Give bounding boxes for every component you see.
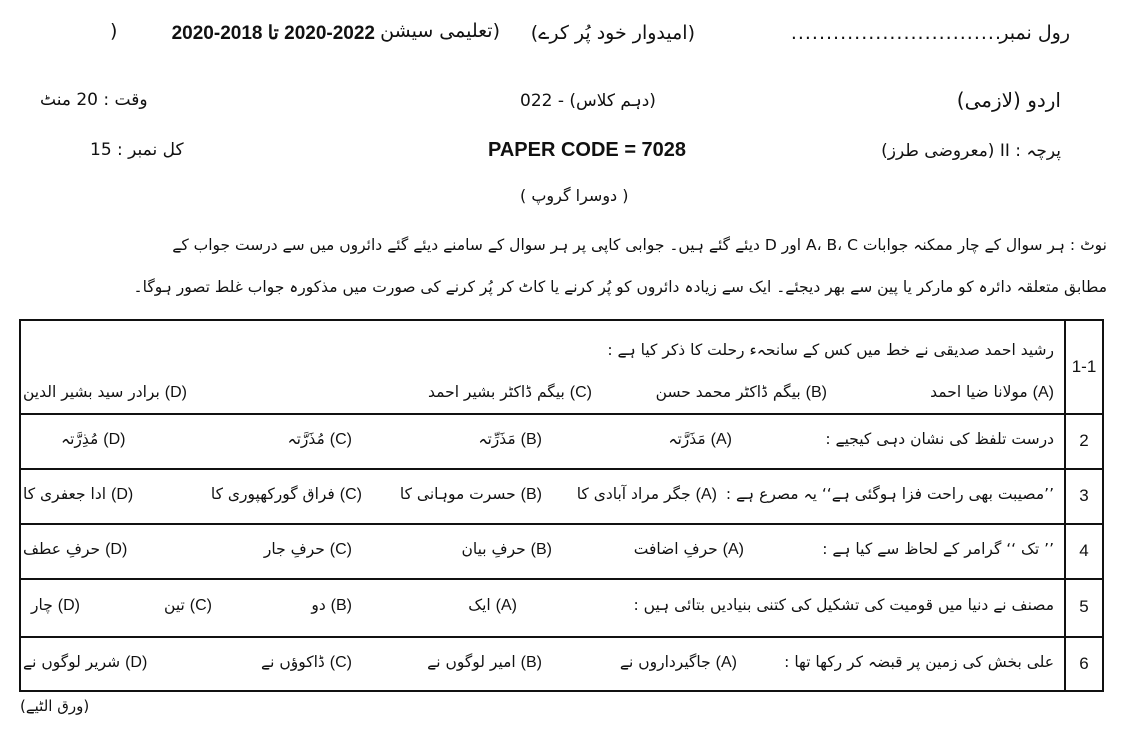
option-c bbox=[211, 485, 362, 504]
option-b bbox=[400, 485, 542, 504]
option-a bbox=[930, 383, 1054, 402]
question-body bbox=[21, 468, 1062, 523]
option-text: شریر لوگوں نے bbox=[23, 653, 121, 671]
question-stem: ’’مصیبت بھی راحت فزا ہوگئی ہے‘‘ یہ مصرع ہے : bbox=[725, 485, 1054, 503]
question-body bbox=[21, 578, 1062, 636]
question-number: 6 bbox=[1064, 636, 1102, 692]
option-text: حرفِ اضافت bbox=[633, 540, 718, 558]
option-label: (C) bbox=[329, 431, 352, 448]
question-number: 3 bbox=[1064, 468, 1102, 523]
option-text: حرفِ جار bbox=[263, 540, 325, 558]
option-c bbox=[288, 430, 352, 449]
option-label: (B) bbox=[530, 541, 552, 558]
option-label: (D) bbox=[57, 597, 80, 614]
time-allowed: وقت : 20 منٹ bbox=[40, 90, 148, 110]
option-text: چار bbox=[31, 596, 53, 614]
option-text: حسرت موہانی کا bbox=[399, 485, 516, 503]
question-row bbox=[21, 578, 1102, 638]
note-line-2: مطابق متعلقہ دائرہ کو مارکر یا پین سے بھر دیجئے۔ ایک سے زیادہ دائروں کو پُر کرنے یا کاٹ کر پُر کرنے کی صورت میں مذکورہ جواب غلط تصور ہوگا۔ bbox=[133, 278, 1107, 296]
option-a bbox=[634, 540, 744, 559]
option-d bbox=[23, 485, 133, 504]
question-stem: مصنف نے دنیا میں قومیت کی تشکیل کی کتنی بنیادیں بتائی ہیں : bbox=[633, 596, 1054, 614]
option-text: مُذَرَّتہ bbox=[287, 430, 325, 448]
option-label: (A) bbox=[715, 654, 737, 671]
session-years: 2020-2022 تا 2018-2020 bbox=[171, 23, 375, 44]
question-stem: علی بخش کی زمین پر قبضہ کر رکھا تھا : bbox=[784, 653, 1054, 671]
question-table bbox=[19, 319, 1104, 692]
option-label: (B) bbox=[520, 431, 542, 448]
option-label: (B) bbox=[520, 486, 542, 503]
option-a bbox=[668, 430, 732, 449]
option-c bbox=[164, 596, 212, 615]
option-a bbox=[577, 485, 717, 504]
question-row bbox=[21, 636, 1102, 692]
option-text: برادر سید بشیر الدین bbox=[23, 383, 160, 401]
question-row bbox=[21, 523, 1102, 580]
option-b bbox=[478, 430, 542, 449]
option-text: مُذِرَّتہ bbox=[61, 430, 99, 448]
option-label: (D) bbox=[125, 654, 148, 671]
option-label: (C) bbox=[189, 597, 212, 614]
option-label: (D) bbox=[111, 486, 134, 503]
session-label: (تعلیمی سیشن bbox=[380, 20, 500, 42]
option-text: مَذَرِّتہ bbox=[478, 430, 516, 448]
option-label: (C) bbox=[339, 486, 362, 503]
option-text: تین bbox=[164, 596, 185, 614]
note-line-1: نوٹ : ہر سوال کے چار ممکنہ جوابات A، B، C اور D دیئے گئے ہیں۔ جوابی کاپی پر ہر سوال کے سامنے دیئے گئے دائروں میں سے درست جواب کے bbox=[172, 236, 1107, 254]
question-stem: درست تلفظ کی نشان دہی کیجیے : bbox=[825, 430, 1054, 448]
paper-code: PAPER CODE = 7028 bbox=[488, 139, 687, 161]
option-text: مَذَرَّتہ bbox=[668, 430, 706, 448]
option-label: (B) bbox=[330, 597, 352, 614]
roll-number-note: (امیدوار خود پُر کرے) bbox=[530, 22, 695, 44]
option-a bbox=[468, 596, 517, 615]
option-d bbox=[23, 653, 147, 672]
question-body bbox=[21, 636, 1062, 692]
question-stem: رشید احمد صدیقی نے خط میں کس کے سانحہء رحلت کا ذکر کیا ہے : bbox=[607, 341, 1054, 359]
session-header bbox=[110, 20, 1070, 52]
total-marks: کل نمبر : 15 bbox=[90, 140, 184, 160]
option-text: بیگم ڈاکٹر محمد حسن bbox=[655, 383, 801, 401]
question-body bbox=[21, 321, 1062, 413]
roll-number-blank: .............................. bbox=[790, 22, 1002, 44]
question-number: 5 bbox=[1064, 578, 1102, 636]
question-number: 1-1 bbox=[1064, 321, 1102, 413]
option-d bbox=[23, 383, 187, 402]
option-label: (D) bbox=[103, 431, 126, 448]
session-close: ) bbox=[110, 20, 118, 42]
option-text: ادا جعفری کا bbox=[23, 485, 107, 503]
option-label: (B) bbox=[805, 384, 827, 401]
option-b bbox=[462, 540, 553, 559]
option-text: ایک bbox=[468, 596, 491, 614]
option-text: جگر مراد آبادی کا bbox=[576, 485, 691, 503]
option-c bbox=[261, 653, 352, 672]
option-text: حرفِ بیان bbox=[461, 540, 526, 558]
option-b bbox=[656, 383, 827, 402]
option-d bbox=[31, 596, 80, 615]
option-b bbox=[311, 596, 352, 615]
option-text: دو bbox=[311, 596, 326, 614]
option-text: حرفِ عطف bbox=[23, 540, 101, 558]
question-row bbox=[21, 413, 1102, 470]
option-text: امیر لوگوں نے bbox=[427, 653, 516, 671]
question-number: 4 bbox=[1064, 523, 1102, 578]
option-text: فراق گورکھپوری کا bbox=[210, 485, 335, 503]
option-a bbox=[620, 653, 737, 672]
option-label: (D) bbox=[105, 541, 128, 558]
class-code: (دہم کلاس) - 022 bbox=[520, 91, 656, 111]
question-stem: ’’ تک ‘‘ گرامر کے لحاظ سے کیا ہے : bbox=[822, 540, 1054, 558]
option-label: (C) bbox=[329, 541, 352, 558]
question-body bbox=[21, 413, 1062, 468]
option-label: (A) bbox=[495, 597, 517, 614]
question-row bbox=[21, 321, 1102, 415]
option-label: (A) bbox=[722, 541, 744, 558]
option-label: (B) bbox=[520, 654, 542, 671]
option-d bbox=[61, 430, 125, 449]
option-label: (D) bbox=[164, 384, 187, 401]
option-text: بیگم ڈاکٹر بشیر احمد bbox=[428, 383, 565, 401]
option-label: (C) bbox=[569, 384, 592, 401]
question-number: 2 bbox=[1064, 413, 1102, 468]
subject-title: اردو (لازمی) bbox=[956, 88, 1061, 112]
option-d bbox=[23, 540, 127, 559]
option-label: (A) bbox=[710, 431, 732, 448]
option-c bbox=[428, 383, 592, 402]
roll-number-label: رول نمبر bbox=[999, 22, 1070, 44]
question-row bbox=[21, 468, 1102, 525]
option-b bbox=[427, 653, 542, 672]
option-label: (A) bbox=[695, 486, 717, 503]
group-label: ( دوسرا گروپ ) bbox=[520, 186, 629, 205]
option-text: جاگیرداروں نے bbox=[619, 653, 711, 671]
paper-type: پرچہ : II (معروضی طرز) bbox=[881, 141, 1061, 161]
option-text: ڈاکوؤں نے bbox=[261, 653, 325, 671]
option-text: مولانا ضیا احمد bbox=[930, 383, 1028, 401]
turn-over-note: (ورق الٹیے) bbox=[20, 697, 90, 715]
option-c bbox=[264, 540, 352, 559]
question-body bbox=[21, 523, 1062, 578]
option-label: (C) bbox=[329, 654, 352, 671]
option-label: (A) bbox=[1032, 384, 1054, 401]
